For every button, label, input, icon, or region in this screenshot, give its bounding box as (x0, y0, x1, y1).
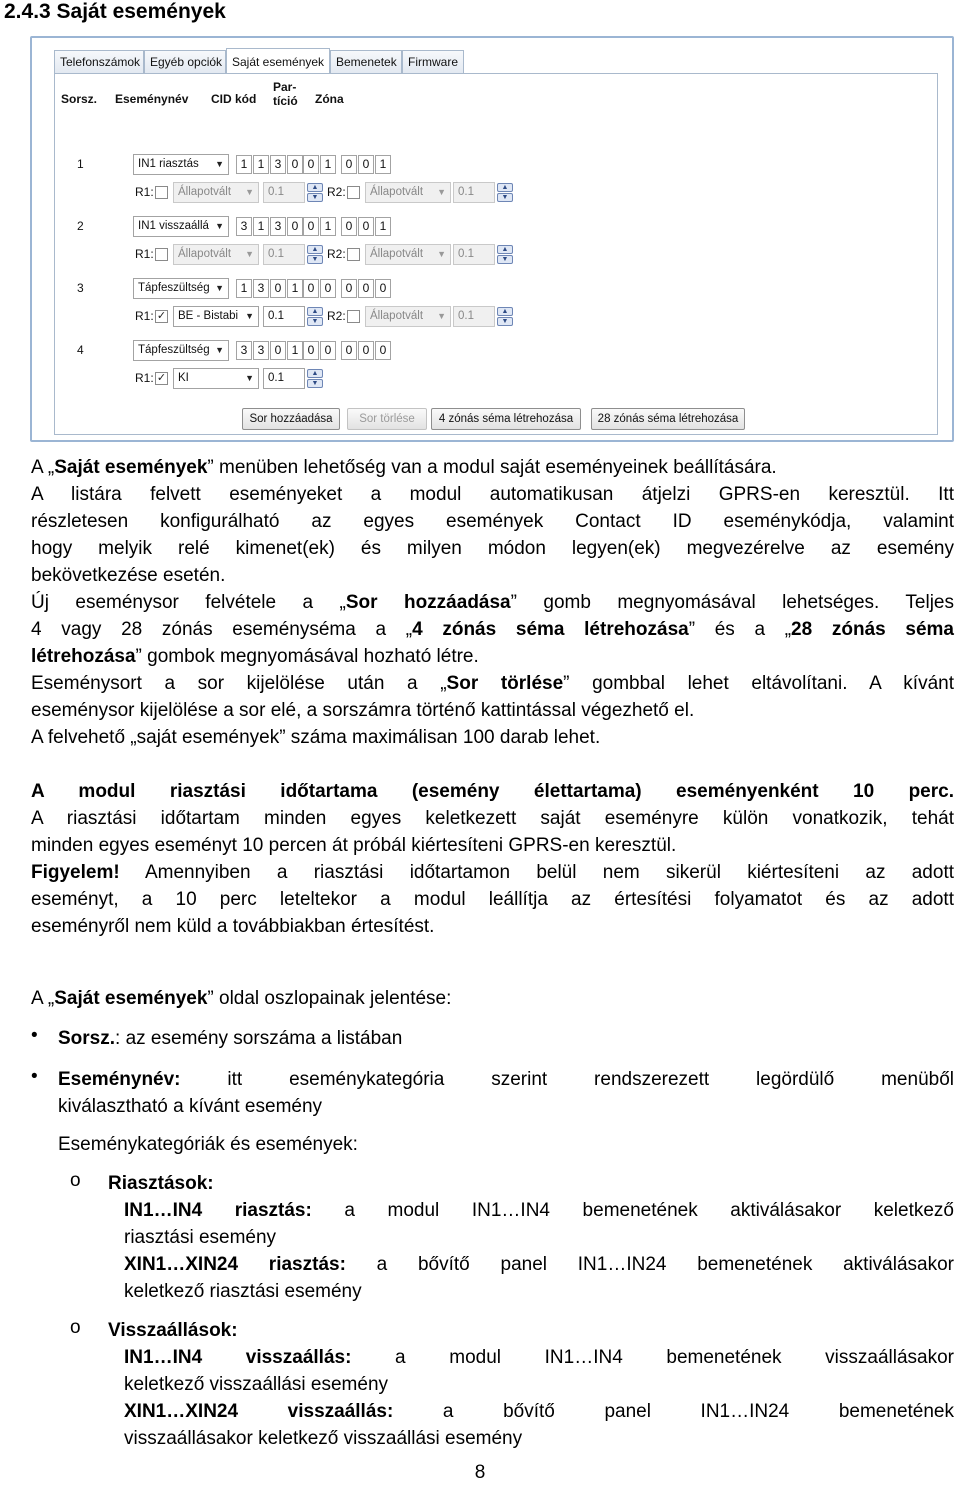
p2-line-1: Új eseménysor felvétele a „Sor hozzáadása” gomb megnyomásával lehetséges. Teljes (31, 592, 954, 613)
relay2-label: R2: (327, 247, 346, 261)
zone-digit[interactable]: 0 (341, 279, 357, 298)
event-select-value: Tápfeszültség (138, 344, 210, 356)
p3-line-3: A felvehető „saját események” száma maximálisan 100 darab lehet. (31, 727, 601, 748)
event-select[interactable] (133, 278, 229, 299)
p5-line-3: eseményről nem küld a továbbiakban értesítést. (31, 916, 435, 937)
cid-digit[interactable]: 3 (270, 217, 286, 236)
p5-line-1: Figyelem! Amennyiben a riasztási időtartamon belül nem sikerül kiértesíteni az adott (31, 862, 954, 883)
o2-b-line-1: XIN1…XIN24 visszaállás: a bővítő panel IN1…IN24 bemenetének (124, 1401, 954, 1422)
cid-digit[interactable]: 0 (287, 217, 303, 236)
sub-bullet-o: o (70, 1317, 81, 1338)
relay1-mode-value: Állapotvált (178, 186, 232, 198)
o1-a-line-2: riasztási esemény (124, 1227, 277, 1248)
relay2-mode-select[interactable] (365, 306, 451, 327)
relay1-checkbox[interactable]: ✓ (156, 372, 167, 384)
relay2-label: R2: (327, 309, 346, 323)
o1-title: Riasztások: (108, 1173, 214, 1194)
p2-line-2: 4 vagy 28 zónás eseményséma a „4 zónás séma létrehozása” és a „28 zónás séma (31, 619, 954, 640)
col-header-zona: Zóna (315, 92, 344, 106)
chevron-down-icon: ▼ (437, 311, 446, 321)
partition-digit[interactable]: 0 (303, 155, 319, 174)
relay1-mode-select[interactable] (173, 182, 259, 203)
relay1-checkbox[interactable] (155, 186, 168, 199)
event-select[interactable] (133, 340, 229, 361)
p1-line-2: A listára felvett eseményeket a modul automatikusan átjelzi GPRS-en keresztül. Itt (31, 484, 954, 505)
relay1-time-field[interactable]: 0.1 (263, 306, 305, 327)
relay2-mode-select[interactable] (365, 244, 451, 265)
col-header-particio: Par- tíció (273, 80, 298, 108)
relay1-mode-value: KI (178, 372, 189, 384)
relay1-label: R1: (135, 185, 154, 199)
sub-bullet-o: o (70, 1170, 81, 1191)
delete-row-button[interactable]: Sor törlése (347, 408, 427, 430)
relay2-spinner-icon[interactable]: ▲ ▼ (497, 306, 515, 327)
relay1-mode-select[interactable] (173, 368, 259, 389)
relay1-checkbox[interactable] (155, 248, 168, 261)
col-header-esemenynev: Eseménynév (115, 92, 189, 106)
relay1-spinner-icon[interactable]: ▲ ▼ (307, 368, 325, 389)
tab-bemenetek[interactable]: Bemenetek (330, 50, 402, 73)
zone-digit[interactable]: 1 (375, 217, 391, 236)
chevron-down-icon: ▼ (215, 221, 224, 231)
relay1-label: R1: (135, 371, 154, 385)
zone-digit[interactable]: 0 (375, 279, 391, 298)
relay2-checkbox[interactable] (347, 248, 360, 261)
p3-line-2: eseménysor kijelölése a sor elé, a sorszámra történő kattintással végezhető el. (31, 700, 695, 721)
relay2-spinner-icon[interactable]: ▲ ▼ (497, 244, 515, 265)
p1-line-3: részletesen konfigurálható az egyes események Contact ID eseménykódja, valamint (31, 511, 954, 532)
relay2-label: R2: (327, 185, 346, 199)
bullet-2-line-1: Eseménynév: itt eseménykategória szerint rendszerezett legördülő menüből (58, 1069, 954, 1090)
p4-bold: A modul riasztási időtartama (esemény élettartama) eseményenként 10 perc. (31, 781, 954, 802)
cid-digit[interactable]: 0 (287, 155, 303, 174)
zone-digit[interactable]: 0 (358, 155, 374, 174)
p4-line-2: A riasztási időtartam minden egyes keletkezett saját eseményre külön vonatkozik, tehát (31, 808, 954, 829)
o1-a-line-1: IN1…IN4 riasztás: a modul IN1…IN4 bemenetének aktiválásakor keletkező (124, 1200, 954, 1221)
relay1-time-field[interactable]: 0.1 (263, 244, 305, 265)
p6: A „Saját események” oldal oszlopainak jelentése: (31, 988, 452, 1009)
cid-digit[interactable]: 3 (236, 341, 252, 360)
cid-digit[interactable]: 1 (287, 279, 303, 298)
tab-egyeb-opciok[interactable]: Egyéb opciók (144, 50, 226, 73)
p4-line-3: minden egyes eseményt 10 percen át próbál kiértesíteni GPRS-en keresztül. (31, 835, 677, 856)
event-select-value: IN1 riasztás (138, 158, 199, 170)
col-header-cid: CID kód (211, 92, 257, 106)
zone-digit[interactable]: 0 (358, 341, 374, 360)
chevron-down-icon: ▼ (245, 249, 254, 259)
event-select[interactable] (133, 154, 229, 175)
relay1-mode-value: Állapotvált (178, 248, 232, 260)
event-select-value: IN1 visszaállá (138, 220, 209, 232)
zone-digit[interactable]: 0 (341, 217, 357, 236)
relay1-time-field[interactable]: 0.1 (263, 368, 305, 389)
cid-digit[interactable]: 0 (270, 341, 286, 360)
row-number[interactable]: 4 (77, 343, 84, 357)
add-row-button[interactable]: Sor hozzáadása (242, 408, 340, 430)
relay2-mode-select[interactable] (365, 182, 451, 203)
relay1-label: R1: (135, 247, 154, 261)
warning-label: Figyelem! (31, 862, 120, 883)
partition-digit[interactable]: 0 (303, 217, 319, 236)
cid-digit[interactable]: 3 (236, 217, 252, 236)
relay2-checkbox[interactable] (347, 186, 360, 199)
o2-title: Visszaállások: (108, 1320, 238, 1341)
relay1-mode-value: BE - Bistabi (178, 310, 239, 322)
settings-window (30, 36, 954, 442)
partition-digit[interactable]: 1 (320, 217, 336, 236)
relay1-spinner-icon[interactable]: ▲ ▼ (307, 182, 325, 203)
partition-digit[interactable]: 0 (303, 279, 319, 298)
chevron-down-icon: ▼ (245, 187, 254, 197)
event-select[interactable] (133, 216, 229, 237)
tab-sajat-esemenyek[interactable]: Saját események (226, 48, 330, 73)
zone-digit[interactable]: 0 (358, 217, 374, 236)
zone-digit[interactable]: 0 (358, 279, 374, 298)
page-number: 8 (474, 1462, 486, 1483)
bullet-dot: • (31, 1066, 38, 1087)
relay1-spinner-icon[interactable]: ▲ ▼ (307, 244, 325, 265)
cid-digit[interactable]: 1 (236, 155, 252, 174)
row-number[interactable]: 3 (77, 281, 84, 295)
chevron-down-icon: ▼ (215, 283, 224, 293)
relay1-mode-select[interactable] (173, 306, 259, 327)
events-panel (54, 73, 938, 435)
cid-digit[interactable]: 3 (253, 279, 269, 298)
chevron-down-icon: ▼ (437, 187, 446, 197)
partition-digit[interactable]: 1 (320, 155, 336, 174)
o1-b-line-2: keletkező riasztási esemény (124, 1281, 362, 1302)
relay2-mode-value: Állapotvált (370, 248, 424, 260)
chevron-down-icon: ▼ (437, 249, 446, 259)
cid-digit[interactable]: 3 (253, 341, 269, 360)
cid-digit[interactable]: 1 (287, 341, 303, 360)
section-heading: 2.4.3 Saját események (4, 0, 226, 23)
cid-digit[interactable]: 1 (236, 279, 252, 298)
relay1-spinner-icon[interactable]: ▲ ▼ (307, 306, 325, 327)
bullet-dot: • (31, 1025, 38, 1046)
p2-line-3: létrehozása” gombok megnyomásával hozható létre. (31, 646, 479, 667)
p1-line-1: A „Saját események” menüben lehetőség van a modul saját eseményeinek beállítására. (31, 457, 777, 478)
p1-line-4: hogy melyik relé kimenet(ek) és milyen módon legyen(ek) megvezérelve az esemény (31, 538, 954, 559)
cid-digit[interactable]: 3 (270, 155, 286, 174)
p3-line-1: Eseménysort a sor kijelölése után a „Sor törlése” gombbal lehet eltávolítani. A kívánt (31, 673, 954, 694)
relay1-time-field[interactable]: 0.1 (263, 182, 305, 203)
partition-digit[interactable]: 0 (320, 341, 336, 360)
tab-firmware[interactable]: Firmware (402, 50, 464, 73)
relay1-mode-select[interactable] (173, 244, 259, 265)
bullet-1: Sorsz.: az esemény sorszáma a listában (58, 1028, 403, 1049)
category-heading: Eseménykategóriák és események: (58, 1134, 358, 1155)
row-number[interactable]: 2 (77, 219, 84, 233)
cid-digit[interactable]: 1 (253, 217, 269, 236)
chevron-down-icon: ▼ (215, 345, 224, 355)
relay1-label: R1: (135, 309, 154, 323)
partition-digit[interactable]: 0 (320, 279, 336, 298)
tab-telefonszamok[interactable]: Telefonszámok (54, 50, 144, 73)
o2-a-line-1: IN1…IN4 visszaállás: a modul IN1…IN4 bemenetének visszaállásakor (124, 1347, 955, 1368)
zone-digit[interactable]: 1 (375, 155, 391, 174)
p5-line-2: eseményt, a 10 perc leteltekor a modul leállítja az értesítési folyamatot és az adott (31, 889, 954, 910)
relay2-spinner-icon[interactable]: ▲ ▼ (497, 182, 515, 203)
zone-digit[interactable]: 0 (341, 155, 357, 174)
chevron-down-icon: ▼ (245, 373, 254, 383)
chevron-down-icon: ▼ (215, 159, 224, 169)
create-28-zone-button[interactable]: 28 zónás séma létrehozása (591, 408, 745, 430)
relay1-checkbox[interactable]: ✓ (156, 310, 167, 322)
relay2-time-field[interactable]: 0.1 (453, 182, 495, 203)
o2-a-line-2: keletkező visszaállási esemény (124, 1374, 389, 1395)
event-select-value: Tápfeszültség (138, 282, 210, 294)
relay2-time-field[interactable]: 0.1 (453, 306, 495, 327)
relay2-mode-value: Állapotvált (370, 310, 424, 322)
partition-digit[interactable]: 0 (303, 341, 319, 360)
cid-digit[interactable]: 0 (270, 279, 286, 298)
relay2-checkbox[interactable] (347, 310, 360, 323)
relay2-time-field[interactable]: 0.1 (453, 244, 495, 265)
o2-b-line-2: visszaállásakor keletkező visszaállási esemény (124, 1428, 523, 1449)
zone-digit[interactable]: 0 (375, 341, 391, 360)
zone-digit[interactable]: 0 (341, 341, 357, 360)
row-number[interactable]: 1 (77, 157, 84, 171)
create-4-zone-button[interactable]: 4 zónás séma létrehozása (431, 408, 581, 430)
bullet-2-line-2: kiválasztható a kívánt esemény (58, 1096, 323, 1117)
chevron-down-icon: ▼ (245, 311, 254, 321)
relay2-mode-value: Állapotvált (370, 186, 424, 198)
o1-b-line-1: XIN1…XIN24 riasztás: a bővítő panel IN1…IN24 bemenetének aktiválásakor (124, 1254, 954, 1275)
col-header-sorsz: Sorsz. (61, 92, 98, 106)
cid-digit[interactable]: 1 (253, 155, 269, 174)
p1-line-5: bekövetkezése esetén. (31, 565, 226, 586)
